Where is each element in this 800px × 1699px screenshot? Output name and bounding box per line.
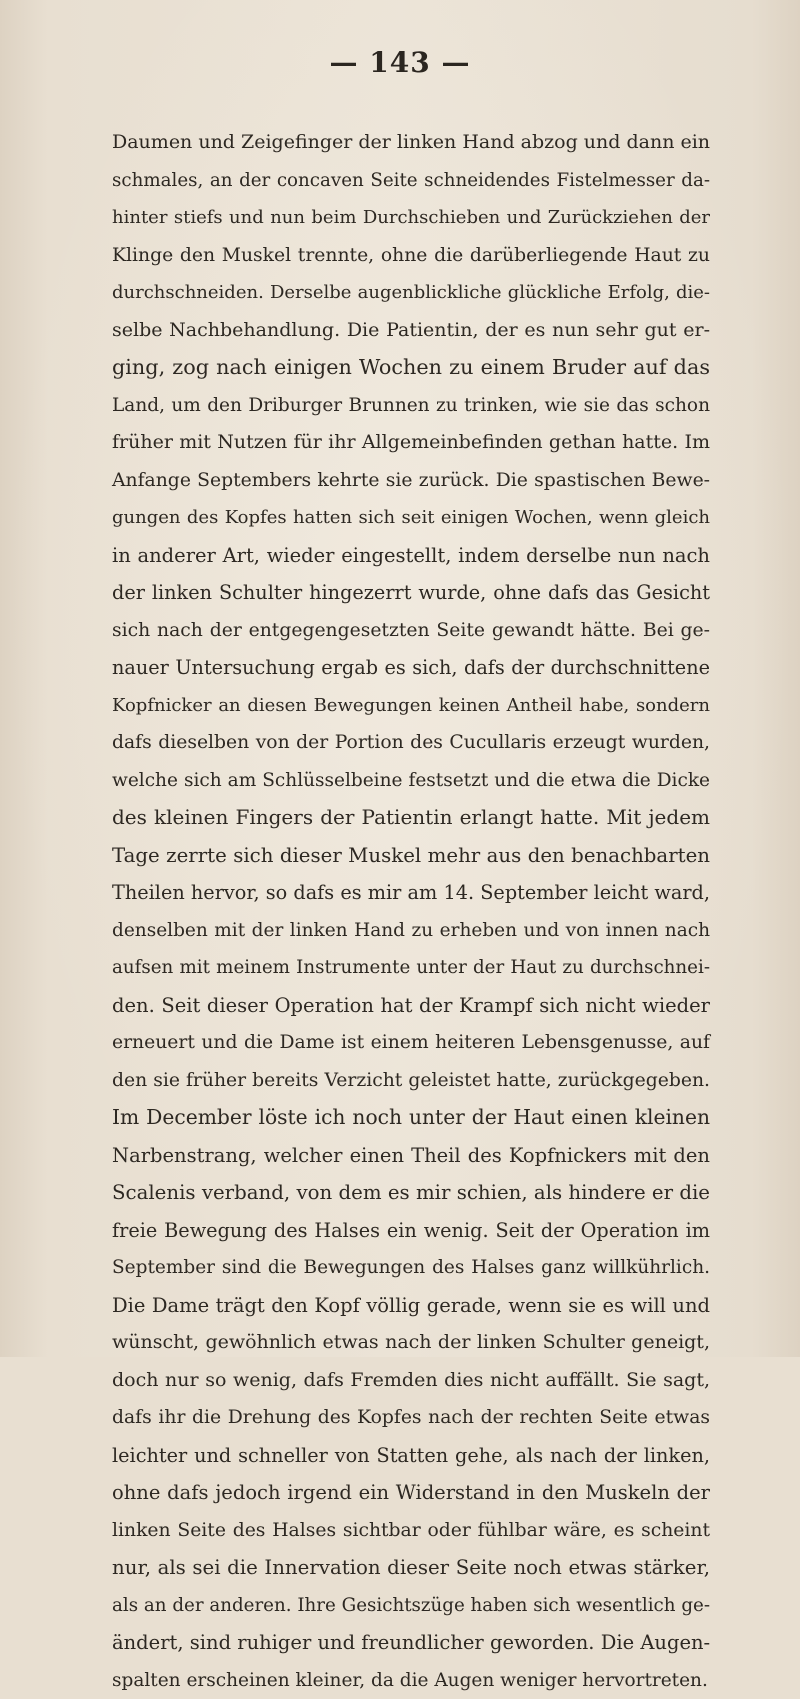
text-line: wünscht, gewöhnlich etwas nach der linken Schulter geneigt, bbox=[112, 1324, 710, 1362]
text-line: sich nach der entgegengesetzten Seite gewandt hätte. Bei ge- bbox=[112, 612, 710, 650]
text-line: Theilen hervor, so dafs es mir am 14. September leicht ward, bbox=[112, 874, 710, 912]
text-line: nur, als sei die Innervation dieser Seite noch etwas stärker, bbox=[112, 1549, 710, 1587]
text-line: Narbenstrang, welcher einen Theil des Kopfnickers mit den bbox=[112, 1137, 710, 1175]
text-line: selbe Nachbehandlung. Die Patientin, der es nun sehr gut er- bbox=[112, 312, 710, 350]
text-line: ohne dafs jedoch irgend ein Widerstand in den Muskeln der bbox=[112, 1474, 710, 1512]
text-line: Anfange Septembers kehrte sie zurück. Die spastischen Bewe- bbox=[112, 462, 710, 500]
text-line: September sind die Bewegungen des Halses ganz willkührlich. bbox=[112, 1249, 710, 1287]
text-line: schmales, an der concaven Seite schneidendes Fistelmesser da- bbox=[112, 162, 710, 200]
text-line: denselben mit der linken Hand zu erheben und von innen nach bbox=[112, 912, 710, 950]
text-line: des kleinen Fingers der Patientin erlangt hatte. Mit jedem bbox=[112, 799, 710, 837]
text-line: den. Seit dieser Operation hat der Krampf sich nicht wieder bbox=[112, 987, 710, 1025]
body-text bbox=[112, 124, 710, 1699]
text-line: erneuert und die Dame ist einem heiteren Lebensgenusse, auf bbox=[112, 1024, 710, 1062]
text-line: Klinge den Muskel trennte, ohne die darüberliegende Haut zu bbox=[112, 237, 710, 275]
text-line: hinter stiefs und nun beim Durchschieben und Zurückziehen der bbox=[112, 199, 710, 237]
text-line: spalten erscheinen kleiner, da die Augen weniger hervortreten. bbox=[112, 1662, 710, 1699]
text-line: freie Bewegung des Halses ein wenig. Seit der Operation im bbox=[112, 1212, 710, 1250]
page-number-header: — 143 — bbox=[0, 46, 800, 79]
text-line: nauer Untersuchung ergab es sich, dafs der durchschnittene bbox=[112, 649, 710, 687]
text-line: aufsen mit meinem Instrumente unter der Haut zu durchschnei- bbox=[112, 949, 710, 987]
text-line: Daumen und Zeigefinger der linken Hand abzog und dann ein bbox=[112, 124, 710, 162]
text-line: den sie früher bereits Verzicht geleistet hatte, zurückgegeben. bbox=[112, 1062, 710, 1100]
text-line: doch nur so wenig, dafs Fremden dies nicht auffällt. Sie sagt, bbox=[112, 1362, 710, 1400]
text-line: durchschneiden. Derselbe augenblickliche glückliche Erfolg, die- bbox=[112, 274, 710, 312]
text-line: Kopfnicker an diesen Bewegungen keinen Antheil habe, sondern bbox=[112, 687, 710, 725]
text-line: Tage zerrte sich dieser Muskel mehr aus den benachbarten bbox=[112, 837, 710, 875]
text-line: früher mit Nutzen für ihr Allgemeinbefinden gethan hatte. Im bbox=[112, 424, 710, 462]
text-line: leichter und schneller von Statten gehe, als nach der linken, bbox=[112, 1437, 710, 1475]
text-line: als an der anderen. Ihre Gesichtszüge haben sich wesentlich ge- bbox=[112, 1587, 710, 1625]
text-line: Scalenis verband, von dem es mir schien, als hindere er die bbox=[112, 1174, 710, 1212]
text-line: Land, um den Driburger Brunnen zu trinken, wie sie das schon bbox=[112, 387, 710, 425]
text-line: ging, zog nach einigen Wochen zu einem Bruder auf das bbox=[112, 349, 710, 387]
text-line: der linken Schulter hingezerrt wurde, ohne dafs das Gesicht bbox=[112, 574, 710, 612]
text-line: dafs dieselben von der Portion des Cucullaris erzeugt wurden, bbox=[112, 724, 710, 762]
text-line: ändert, sind ruhiger und freundlicher geworden. Die Augen- bbox=[112, 1624, 710, 1662]
text-line: linken Seite des Halses sichtbar oder fühlbar wäre, es scheint bbox=[112, 1512, 710, 1550]
text-line: gungen des Kopfes hatten sich seit einigen Wochen, wenn gleich bbox=[112, 499, 710, 537]
text-line: welche sich am Schlüsselbeine festsetzt und die etwa die Dicke bbox=[112, 762, 710, 800]
text-line: Im December löste ich noch unter der Haut einen kleinen bbox=[112, 1099, 710, 1137]
text-line: Die Dame trägt den Kopf völlig gerade, wenn sie es will und bbox=[112, 1287, 710, 1325]
text-line: in anderer Art, wieder eingestellt, indem derselbe nun nach bbox=[112, 537, 710, 575]
text-line: dafs ihr die Drehung des Kopfes nach der rechten Seite etwas bbox=[112, 1399, 710, 1437]
